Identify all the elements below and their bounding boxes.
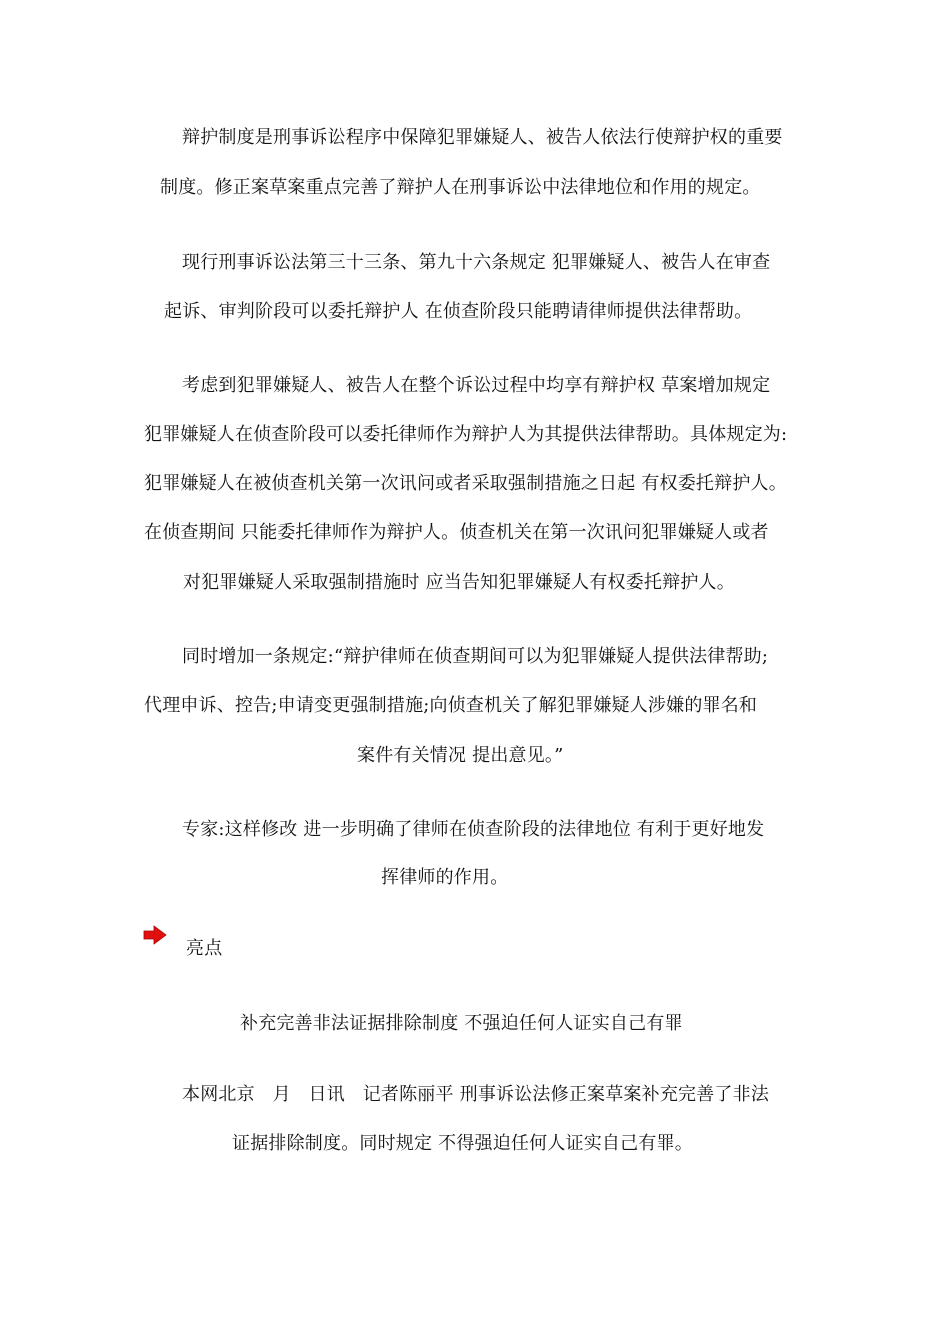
paragraph-3-line-4: 在侦查期间 只能委托律师作为辩护人。侦查机关在第一次讯问犯罪嫌疑人或者 xyxy=(144,522,769,543)
paragraph-4-line-2: 代理申诉、控告;申请变更强制措施;向侦查机关了解犯罪嫌疑人涉嫌的罪名和 xyxy=(144,695,758,716)
red-arrow-icon xyxy=(143,925,167,945)
paragraph-1-line-1: 辩护制度是刑事诉讼程序中保障犯罪嫌疑人、被告人依法行使辩护权的重要 xyxy=(182,127,783,148)
paragraph-5-line-1: 专家:这样修改 进一步明确了律师在侦查阶段的法律地位 有利于更好地发 xyxy=(182,819,765,840)
paragraph-3-line-5: 对犯罪嫌疑人采取强制措施时 应当告知犯罪嫌疑人有权委托辩护人。 xyxy=(183,572,735,593)
paragraph-6-line-1: 本网北京 月 日讯 记者陈丽平 刑事诉讼法修正案草案补充完善了非法 xyxy=(182,1084,770,1105)
paragraph-2-line-2: 起诉、审判阶段可以委托辩护人 在侦查阶段只能聘请律师提供法律帮助。 xyxy=(164,301,753,322)
paragraph-6-line-2: 证据排除制度。同时规定 不得强迫任何人证实自己有罪。 xyxy=(232,1133,693,1154)
paragraph-3-line-1: 考虑到犯罪嫌疑人、被告人在整个诉讼过程中均享有辩护权 草案增加规定 xyxy=(182,375,771,396)
paragraph-4-line-1: 同时增加一条规定:“辩护律师在侦查期间可以为犯罪嫌疑人提供法律帮助; xyxy=(182,646,769,667)
paragraph-5-line-2: 挥律师的作用。 xyxy=(381,867,509,888)
paragraph-2-line-1: 现行刑事诉讼法第三十三条、第九十六条规定 犯罪嫌疑人、被告人在审查 xyxy=(182,252,771,273)
section-subtitle: 补充完善非法证据排除制度 不强迫任何人证实自己有罪 xyxy=(240,1013,683,1034)
highlight-label: 亮点 xyxy=(186,938,223,959)
paragraph-1-line-2: 制度。修正案草案重点完善了辩护人在刑事诉讼中法律地位和作用的规定。 xyxy=(160,177,761,198)
paragraph-4-line-3: 案件有关情况 提出意见。” xyxy=(357,745,564,766)
paragraph-3-line-2: 犯罪嫌疑人在侦查阶段可以委托律师作为辩护人为其提供法律帮助。具体规定为: xyxy=(144,424,788,445)
paragraph-3-line-3: 犯罪嫌疑人在被侦查机关第一次讯问或者采取强制措施之日起 有权委托辩护人。 xyxy=(144,473,787,494)
